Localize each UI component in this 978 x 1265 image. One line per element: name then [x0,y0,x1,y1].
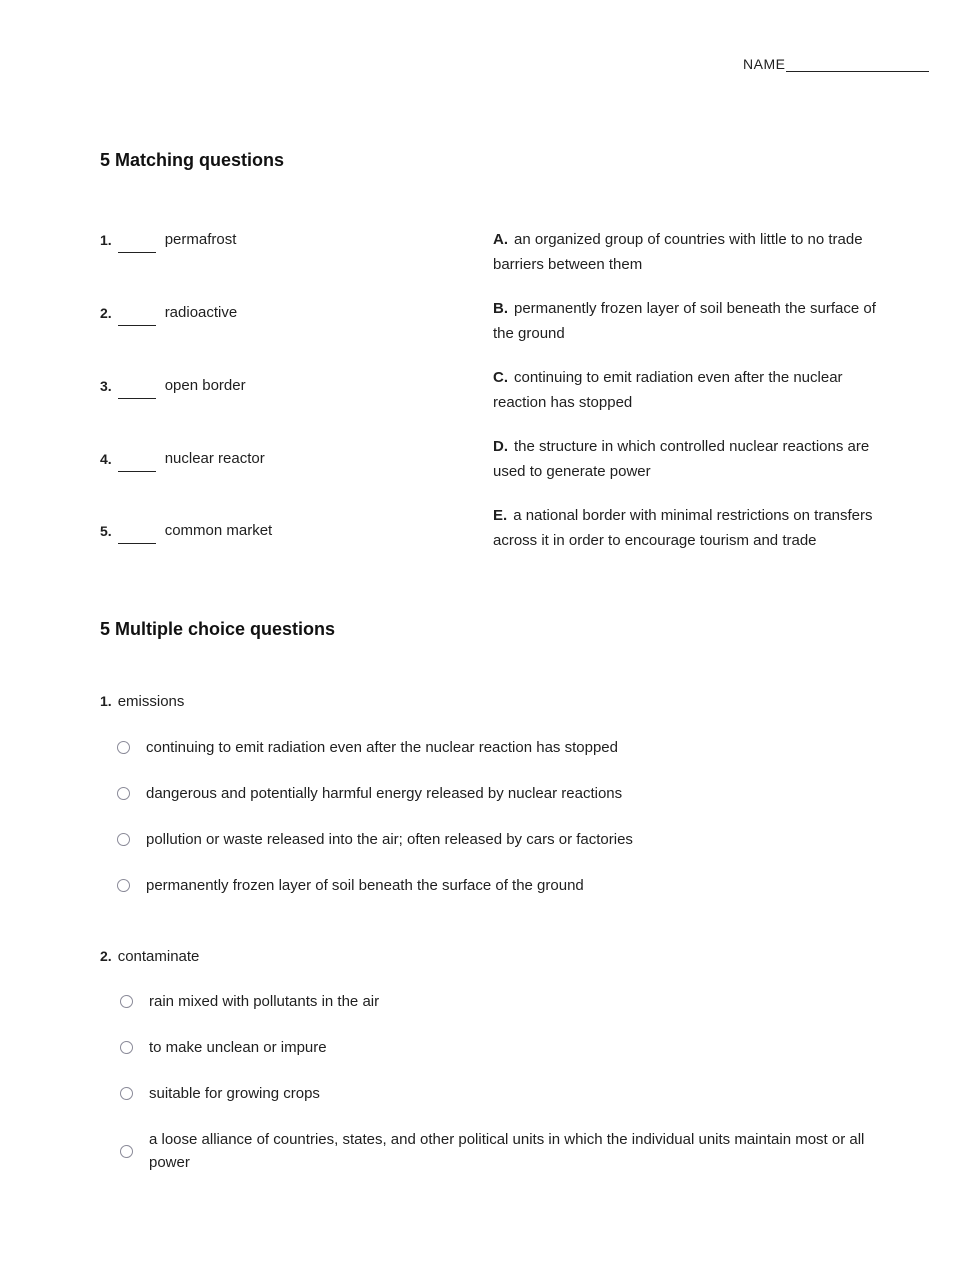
multiple-choice-section-title: 5 Multiple choice questions [100,619,336,639]
answer-blank[interactable] [118,303,156,326]
term-number: 3. [100,378,112,394]
term-text: open border [164,377,246,394]
definition-letter: E. [493,507,508,524]
option-text: to make unclean or impure [149,1039,327,1056]
definition-text: continuing to emit radiation even after the nuclear reaction has stopped [493,369,843,411]
matching-section-title: 5 Matching questions [100,150,285,170]
definition-letter: C. [493,369,508,386]
matching-term [100,376,460,399]
definition-letter: D. [493,438,508,455]
matching-definition [493,227,885,277]
matching-definition [493,296,885,346]
question-number: 2. [100,948,112,964]
option-text: a loose alliance of countries, states, and other political units in which the individual units maintain most or all power [149,1131,865,1171]
definition-text: an organized group of countries with little to no trade barriers between them [493,231,863,273]
term-text: radioactive [164,304,238,321]
answer-blank[interactable] [118,449,156,472]
question [100,946,199,967]
answer-option[interactable] [117,736,857,759]
radio-button-icon[interactable] [120,995,133,1008]
term-number: 5. [100,523,112,539]
matching-term [100,521,460,544]
matching-definition [493,434,885,484]
answer-option[interactable] [117,828,857,851]
radio-button-icon[interactable] [120,1041,133,1054]
matching-term [100,230,460,253]
option-text: permanently frozen layer of soil beneath the surface of the ground [146,877,584,894]
term-number: 4. [100,451,112,467]
radio-button-icon[interactable] [117,833,130,846]
option-text: dangerous and potentially harmful energy released by nuclear reactions [146,785,623,802]
answer-blank[interactable] [118,521,156,544]
option-text: pollution or waste released into the air; often released by cars or factories [146,831,633,848]
term-text: nuclear reactor [164,450,265,467]
radio-button-icon[interactable] [117,879,130,892]
matching-term [100,303,460,326]
answer-blank[interactable] [118,376,156,399]
radio-button-icon[interactable] [120,1145,133,1158]
option-text: suitable for growing crops [149,1085,320,1102]
answer-option[interactable] [120,990,860,1013]
definition-text: permanently frozen layer of soil beneath the surface of the ground [493,300,876,342]
term-text: permafrost [164,231,237,248]
option-text: continuing to emit radiation even after the nuclear reaction has stopped [146,739,618,756]
radio-button-icon[interactable] [120,1087,133,1100]
name-label: NAME [743,56,786,72]
term-text: common market [164,522,273,539]
term-number: 2. [100,305,112,321]
question [100,691,184,712]
term-number: 1. [100,232,112,248]
definition-letter: B. [493,300,508,317]
question-number: 1. [100,693,112,709]
answer-option[interactable] [120,1082,860,1105]
definition-text: the structure in which controlled nuclear reactions are used to generate power [493,438,870,480]
matching-definition [493,503,885,553]
answer-blank[interactable] [118,230,156,253]
question-prompt: contaminate [117,948,200,965]
question-prompt: emissions [117,693,185,710]
answer-option[interactable] [117,874,857,897]
matching-term [100,449,460,472]
matching-definition [493,365,885,415]
radio-button-icon[interactable] [117,787,130,800]
radio-button-icon[interactable] [117,741,130,754]
answer-option[interactable] [117,782,857,805]
answer-option[interactable] [120,1128,885,1174]
answer-option[interactable] [120,1036,860,1059]
definition-letter: A. [493,231,508,248]
definition-text: a national border with minimal restrictions on transfers across it in order to encourage tourism and trade [493,507,873,549]
option-text: rain mixed with pollutants in the air [149,993,380,1010]
name-field [743,55,929,72]
name-blank[interactable] [786,55,929,72]
